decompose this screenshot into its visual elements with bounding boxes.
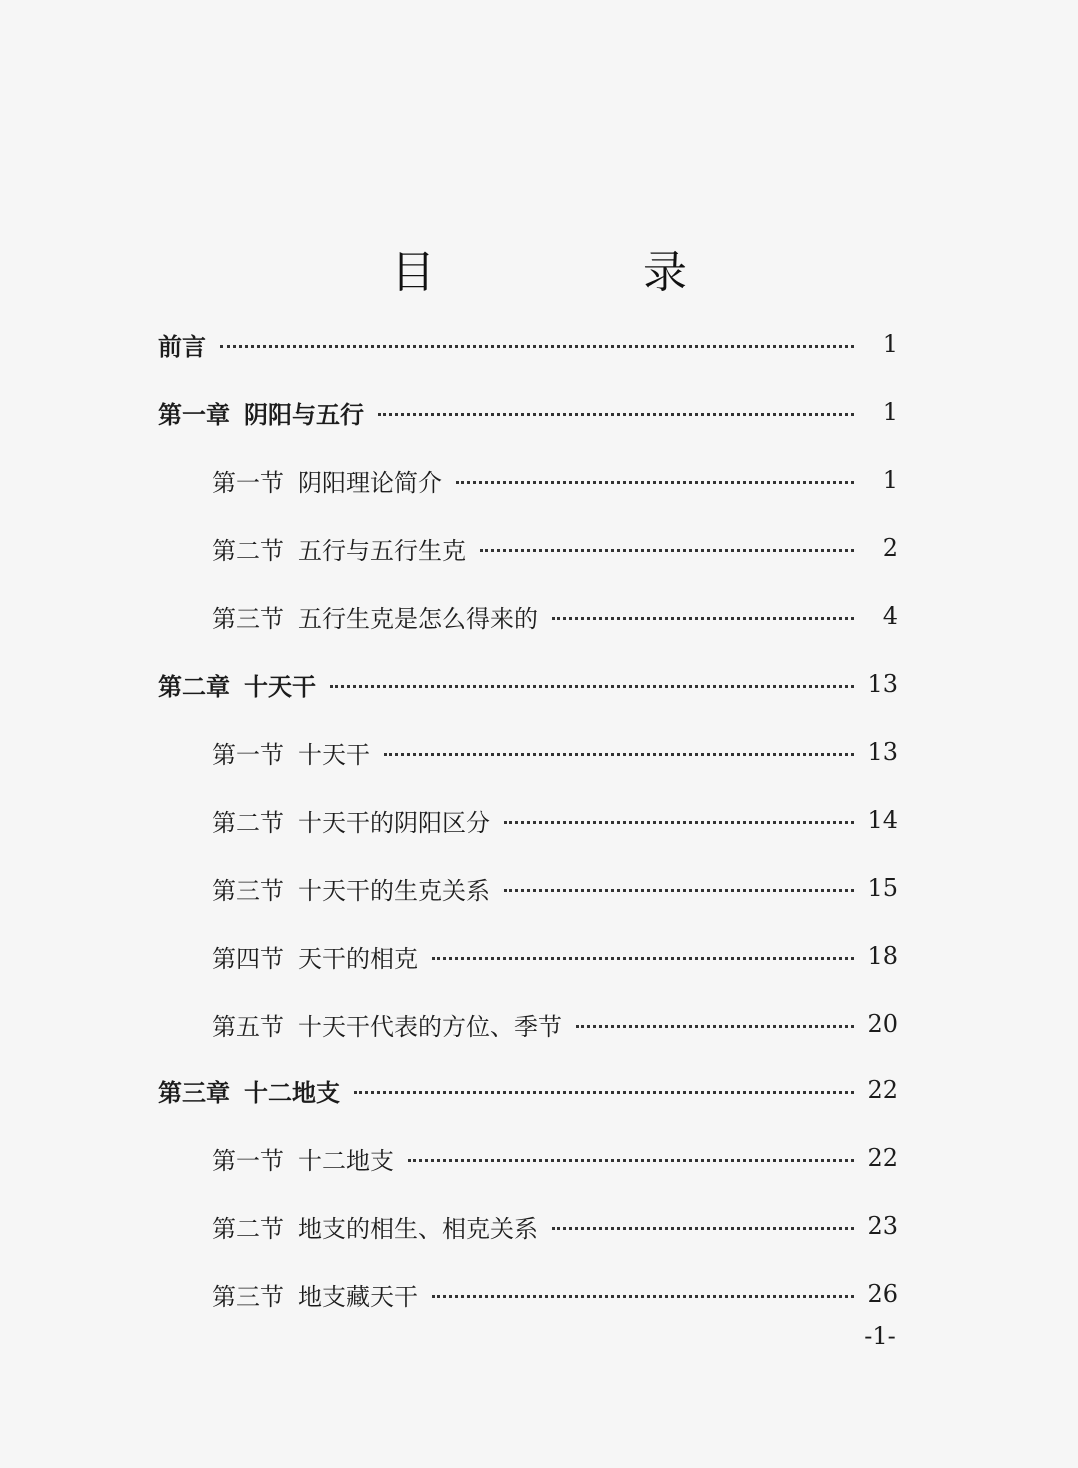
toc-entry-number: 第三节 (212, 604, 284, 633)
toc-entry-title (212, 1007, 562, 1042)
toc-leader-dots (504, 889, 854, 892)
toc-section-entry[interactable] (212, 1138, 898, 1178)
toc-page-number: 1 (882, 330, 898, 358)
toc-leader-dots (432, 1295, 854, 1298)
toc-entry-number: 第一节 (212, 740, 284, 769)
toc-page-number: 20 (867, 1010, 898, 1038)
toc-section-entry[interactable] (212, 1004, 898, 1044)
toc-section-entry[interactable] (212, 936, 898, 976)
toc-entry-title (212, 1209, 538, 1244)
toc-entry-number: 第二节 (212, 1214, 284, 1243)
toc-section-entry[interactable] (212, 460, 898, 500)
page-title: 目 录 (391, 247, 769, 298)
page-folio: -1- (864, 1322, 896, 1350)
toc-page-number: 23 (867, 1212, 898, 1240)
toc-page-number: 18 (867, 942, 898, 970)
toc-leader-dots (378, 413, 854, 416)
toc-leader-dots (480, 549, 854, 552)
toc-page-number: 14 (867, 806, 898, 834)
toc-page-number: 22 (867, 1076, 898, 1104)
toc-entry-number: 第三节 (212, 876, 284, 905)
toc-entry-title (212, 803, 490, 838)
toc-entry-title (212, 463, 442, 498)
toc-entry-label: 地支藏天干 (298, 1282, 418, 1311)
toc-section-entry[interactable] (212, 868, 898, 908)
toc-entry-number: 第三节 (212, 1282, 284, 1311)
toc-entry-number: 第一节 (212, 1146, 284, 1175)
toc-entry-label: 地支的相生、相克关系 (298, 1214, 538, 1243)
toc-entry-title (212, 1277, 418, 1312)
toc-entry-title (158, 667, 316, 702)
toc-entry-number: 第二节 (212, 536, 284, 565)
toc-entry-label: 十二地支 (244, 1078, 340, 1107)
toc-page-number: 1 (882, 466, 898, 494)
toc-leader-dots (220, 345, 854, 348)
toc-entry-title (212, 531, 466, 566)
toc-chapter-entry[interactable] (158, 1070, 898, 1110)
toc-leader-dots (552, 1227, 854, 1230)
toc-leader-dots (354, 1091, 854, 1094)
toc-entry-label: 五行生克是怎么得来的 (298, 604, 538, 633)
toc-entry-label: 十天干的阴阳区分 (298, 808, 490, 837)
toc-section-entry[interactable] (212, 1206, 898, 1246)
toc-section-entry[interactable] (212, 528, 898, 568)
toc-entry-number: 第五节 (212, 1012, 284, 1041)
toc-page-number: 13 (867, 670, 898, 698)
toc-entry-title (212, 939, 418, 974)
toc-entry-title (212, 735, 370, 770)
toc-entry-label: 十天干的生克关系 (298, 876, 490, 905)
toc-entry-label: 十天干 (244, 672, 316, 701)
toc-chapter-entry[interactable] (158, 664, 898, 704)
toc-entry-label: 十天干 (298, 740, 370, 769)
toc-entry-title (158, 395, 364, 430)
toc-page-number: 13 (867, 738, 898, 766)
toc-entry-label: 前言 (158, 332, 206, 361)
toc-entry-label: 十天干代表的方位、季节 (298, 1012, 562, 1041)
toc-leader-dots (456, 481, 854, 484)
toc-page-number: 26 (867, 1280, 898, 1308)
toc-section-entry[interactable] (212, 800, 898, 840)
toc-entry-number: 第二章 (158, 672, 230, 701)
toc-page-number: 4 (882, 602, 898, 630)
toc-section-entry[interactable] (212, 1274, 898, 1314)
toc-leader-dots (432, 957, 854, 960)
toc-entry-label: 阴阳与五行 (244, 400, 364, 429)
toc-entry-label: 阴阳理论简介 (298, 468, 442, 497)
toc-entry-label: 天干的相克 (298, 944, 418, 973)
toc-entry-title (158, 327, 206, 362)
toc-entry-number: 第三章 (158, 1078, 230, 1107)
toc-leader-dots (330, 685, 854, 688)
toc-page-number: 1 (882, 398, 898, 426)
toc-entry-label: 十二地支 (298, 1146, 394, 1175)
toc-page-number: 15 (867, 874, 898, 902)
toc-entry-number: 第四节 (212, 944, 284, 973)
toc-section-entry[interactable] (212, 596, 898, 636)
toc-entry-title (212, 1141, 394, 1176)
toc-entry-title (212, 871, 490, 906)
toc-page-number: 22 (867, 1144, 898, 1172)
toc-section-entry[interactable] (212, 732, 898, 772)
toc-entry-number: 第二节 (212, 808, 284, 837)
toc-leader-dots (384, 753, 854, 756)
toc-entry-label: 五行与五行生克 (298, 536, 466, 565)
toc-entry-number: 第一章 (158, 400, 230, 429)
toc-entry-title (158, 1073, 340, 1108)
toc-leader-dots (504, 821, 854, 824)
toc-chapter-entry[interactable] (158, 324, 898, 364)
toc-leader-dots (408, 1159, 854, 1162)
toc-entry-title (212, 599, 538, 634)
toc-leader-dots (552, 617, 854, 620)
toc-chapter-entry[interactable] (158, 392, 898, 432)
toc-page-number: 2 (882, 534, 898, 562)
toc-entry-number: 第一节 (212, 468, 284, 497)
toc-leader-dots (576, 1025, 854, 1028)
